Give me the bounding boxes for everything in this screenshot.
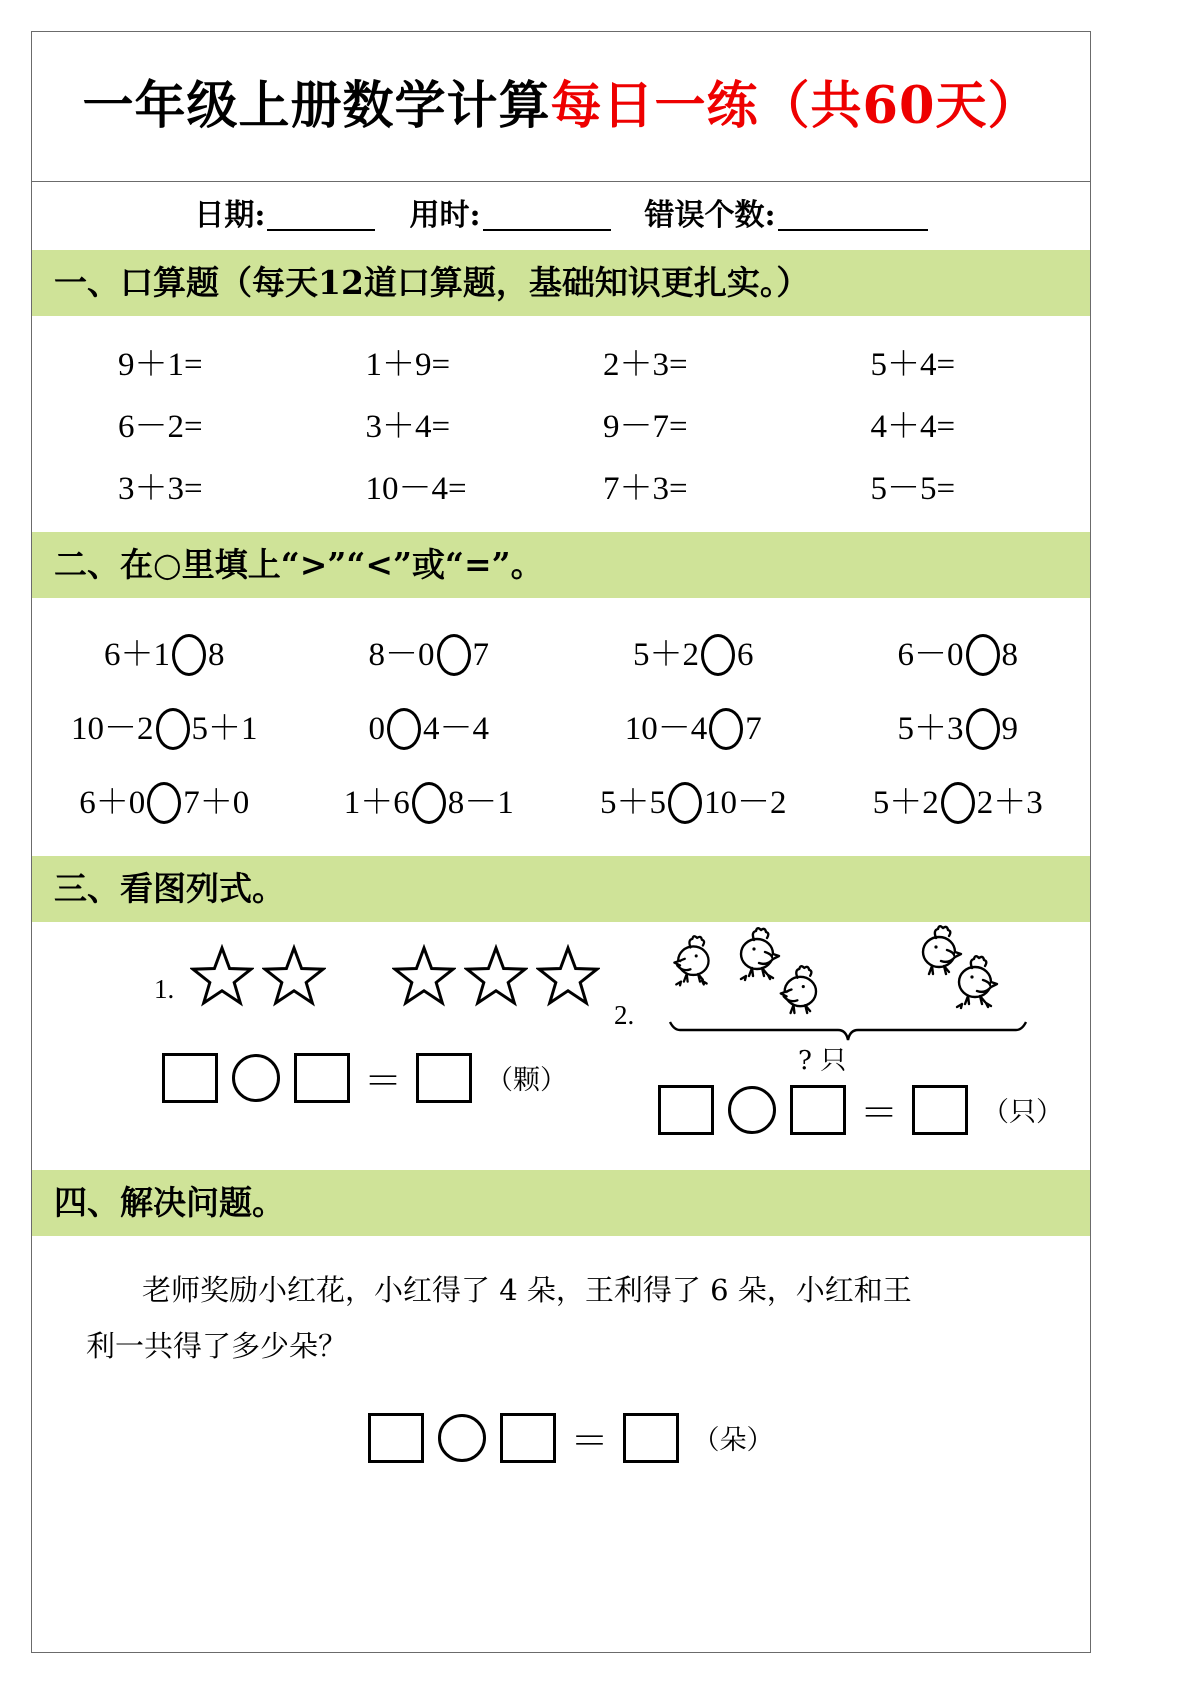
problem-1-number: 1. (154, 974, 175, 1004)
compare-circle[interactable] (147, 782, 181, 824)
answer-box[interactable] (912, 1085, 968, 1135)
word-problem-answer-row (86, 1410, 1036, 1465)
compare-left: 5＋2 (633, 637, 699, 673)
oral-problem[interactable]: 10－4= (365, 471, 467, 507)
comparison-item[interactable] (826, 692, 1091, 766)
compare-right: 6 (737, 637, 754, 673)
compare-left: 5＋5 (600, 785, 666, 821)
picture-problem-2 (562, 922, 1092, 1170)
compare-circle[interactable] (966, 708, 1000, 750)
compare-left: 5＋3 (897, 711, 964, 747)
compare-right: 7 (745, 711, 762, 747)
comparison-item[interactable] (561, 766, 826, 840)
equals-sign: ＝ (860, 1093, 899, 1135)
oral-problem[interactable]: 9－7= (603, 409, 688, 445)
oral-problem[interactable]: 2＋3= (603, 347, 688, 383)
compare-right: 4－4 (423, 711, 489, 747)
comparison-item[interactable] (32, 692, 297, 766)
compare-left: 6－0 (897, 637, 964, 673)
compare-circle[interactable] (668, 782, 702, 824)
comparison-block (32, 598, 1090, 856)
compare-left: 5＋2 (872, 785, 939, 821)
comparison-item[interactable] (297, 692, 562, 766)
problem-2-number: 2. (614, 1000, 635, 1030)
brace-bracket (668, 1018, 1028, 1044)
comparison-item[interactable] (297, 766, 562, 840)
compare-right: 7 (472, 637, 489, 673)
chick-icon (741, 928, 779, 980)
compare-right: 8 (1001, 637, 1018, 673)
oral-problem[interactable]: 1＋9= (365, 347, 451, 383)
operator-circle[interactable] (232, 1054, 280, 1102)
compare-circle[interactable] (172, 634, 206, 676)
compare-circle[interactable] (701, 634, 735, 676)
time-label: 用时: (409, 198, 481, 233)
compare-circle[interactable] (156, 708, 190, 750)
star-icon (262, 944, 326, 1008)
star-group-a (190, 944, 334, 1008)
errors-label: 错误个数: (644, 198, 776, 233)
oral-problem[interactable]: 4＋4= (870, 409, 956, 445)
compare-left: 0 (368, 711, 385, 747)
picture-problem-1 (32, 922, 568, 1170)
compare-left: 6＋1 (104, 637, 170, 673)
answer-box[interactable] (500, 1413, 556, 1463)
comparison-item[interactable] (32, 618, 297, 692)
compare-circle[interactable] (941, 782, 975, 824)
comparison-item[interactable] (561, 618, 826, 692)
answer-box[interactable] (416, 1053, 472, 1103)
comparison-item[interactable] (297, 618, 562, 692)
answer-box[interactable] (658, 1085, 714, 1135)
oral-arithmetic-block (32, 316, 1090, 532)
comparison-item[interactable] (561, 692, 826, 766)
compare-left: 1＋6 (343, 785, 410, 821)
word-problem-unit: （朵） (692, 1425, 774, 1456)
problem-1-unit: （颗） (486, 1065, 568, 1096)
section-1-heading: 一、口算题（每天12道口算题，基础知识更扎实。） (32, 250, 1090, 316)
time-blank[interactable] (483, 203, 611, 231)
comparison-item[interactable] (826, 618, 1091, 692)
oral-problem[interactable]: 7＋3= (603, 471, 688, 507)
worksheet-sheet (31, 31, 1091, 1653)
section-2-heading: 二、在○里填上“>”“<”或“=”。 (32, 532, 1090, 598)
comparison-row (32, 766, 1090, 840)
oral-problem[interactable]: 3＋3= (118, 471, 203, 507)
compare-left: 8－0 (368, 637, 435, 673)
compare-right: 7＋0 (183, 785, 250, 821)
compare-left: 10－2 (71, 711, 154, 747)
picture-equation-area (32, 922, 1090, 1170)
section-4-heading: 四、解决问题。 (32, 1170, 1090, 1236)
oral-row (32, 396, 1090, 458)
compare-left: 6＋0 (79, 785, 146, 821)
comparison-item[interactable] (32, 766, 297, 840)
operator-circle[interactable] (438, 1414, 486, 1462)
oral-problem[interactable]: 5－5= (870, 471, 956, 507)
date-label: 日期: (194, 198, 266, 233)
star-icon (190, 944, 254, 1008)
equals-sign: ＝ (364, 1061, 403, 1103)
title-black-part: 一年级上册数学计算 (82, 76, 551, 136)
compare-circle[interactable] (437, 634, 471, 676)
equals-sign: ＝ (570, 1421, 609, 1463)
oral-row (32, 334, 1090, 396)
word-problem-line-1: 老师奖励小红花，小红得了 4 朵，王利得了 6 朵，小红和王 (142, 1273, 912, 1307)
time-field[interactable] (409, 198, 610, 233)
comparison-row (32, 692, 1090, 766)
answer-box[interactable] (623, 1413, 679, 1463)
word-problem-block (32, 1236, 1090, 1465)
chick-figure (650, 922, 1070, 1018)
section-3-heading: 三、看图列式。 (32, 856, 1090, 922)
star-icon (392, 944, 456, 1008)
compare-right: 2＋3 (976, 785, 1043, 821)
chick-icon (674, 936, 708, 985)
problem-1-answer-row (162, 1050, 567, 1105)
answer-box[interactable] (294, 1053, 350, 1103)
operator-circle[interactable] (728, 1086, 776, 1134)
title-row (32, 32, 1090, 182)
oral-problem[interactable]: 6－2= (118, 409, 203, 445)
chick-icon (781, 966, 816, 1013)
chick-icon (923, 926, 961, 974)
star-figure (190, 944, 608, 1008)
star-icon (464, 944, 528, 1008)
compare-circle[interactable] (966, 634, 1000, 676)
date-blank[interactable] (267, 203, 375, 231)
compare-circle[interactable] (412, 782, 446, 824)
answer-box[interactable] (162, 1053, 218, 1103)
compare-right: 5＋1 (191, 711, 258, 747)
problem-2-unit: （只） (982, 1097, 1064, 1128)
errors-blank[interactable] (778, 203, 928, 231)
title-red-part: 每日一练（共60天） (550, 76, 1040, 136)
comparison-row (32, 618, 1090, 692)
answer-box[interactable] (790, 1085, 846, 1135)
word-problem-line-2: 利一共得了多少朵？ (86, 1329, 348, 1363)
oral-problem[interactable]: 9＋1= (118, 347, 203, 383)
compare-right: 9 (1001, 711, 1018, 747)
date-field[interactable] (194, 198, 375, 233)
page-title (82, 76, 1040, 136)
compare-circle[interactable] (387, 708, 421, 750)
problem-2-answer-row (658, 1082, 1063, 1137)
answer-box[interactable] (368, 1413, 424, 1463)
comparison-item[interactable] (826, 766, 1091, 840)
chick-icon (957, 956, 997, 1008)
oral-row (32, 458, 1090, 520)
compare-right: 8－1 (447, 785, 514, 821)
compare-right: 10－2 (704, 785, 787, 821)
oral-problem[interactable]: 5＋4= (870, 347, 956, 383)
info-row (32, 182, 1090, 250)
bracket-label: ? 只 (798, 1046, 847, 1076)
compare-right: 8 (208, 637, 225, 673)
oral-problem[interactable]: 3＋4= (365, 409, 451, 445)
errors-field[interactable] (644, 198, 928, 233)
compare-circle[interactable] (709, 708, 743, 750)
compare-left: 10－4 (624, 711, 708, 747)
